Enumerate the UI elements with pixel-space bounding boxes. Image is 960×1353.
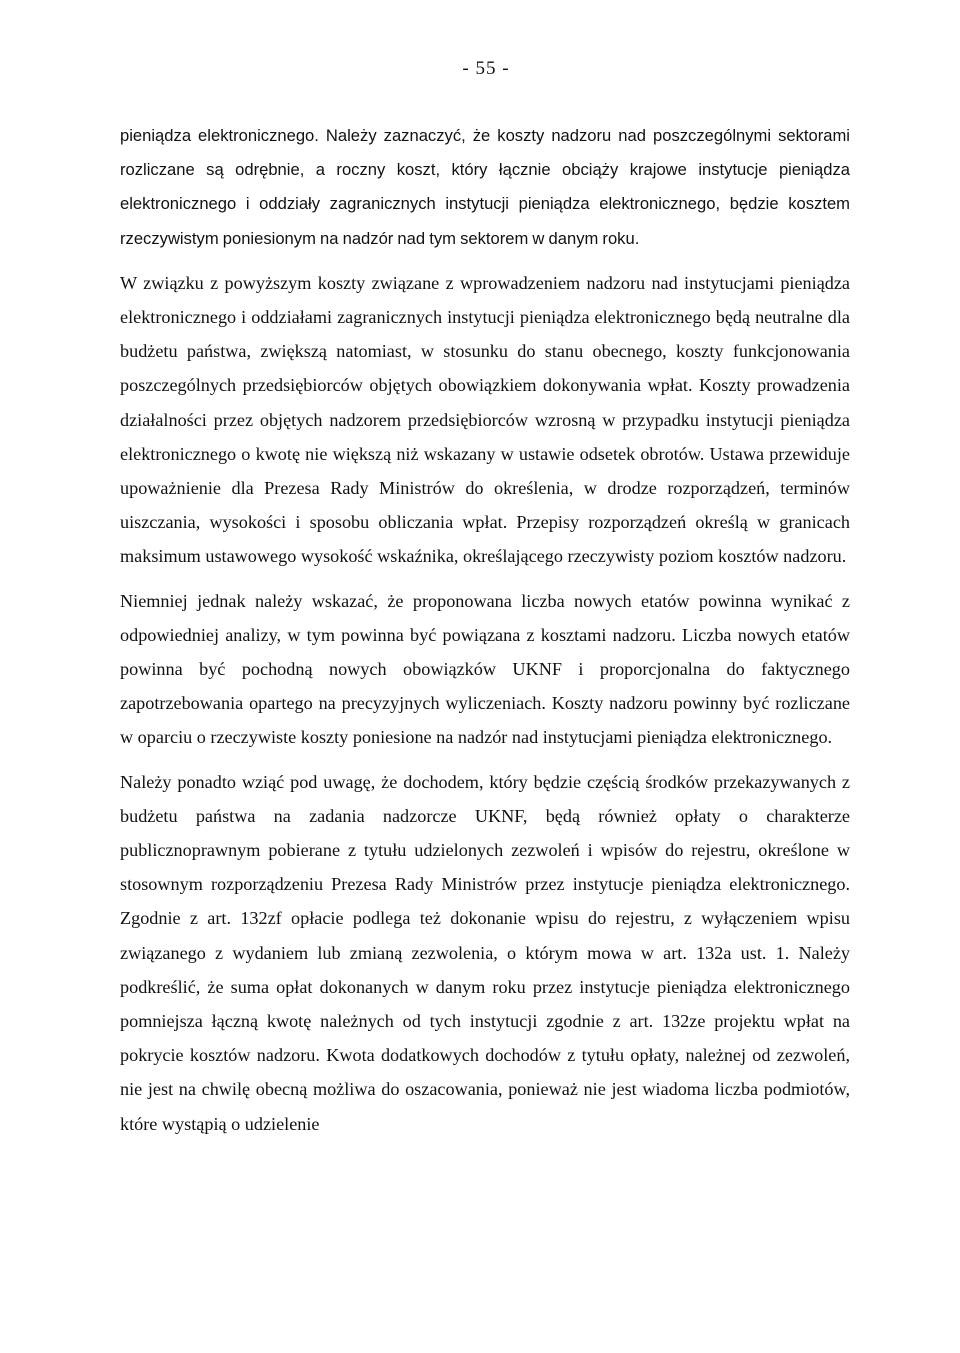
- paragraph-supervision-costs: W związku z powyższym koszty związane z wprowadzeniem nadzoru nad instytucjami pieniądza elektronicznego i oddziałami zagranicznych instytucji pieniądza elektronicznego będą neutralne dla budżetu państwa, zwiększą natomiast, w stosunku do stanu obecnego, koszty funkcjonowania poszczególnych przedsiębiorców objętych obowiązkiem dokonywania wpłat. Koszty prowadzenia działalności przez objętych nadzorem przedsiębiorców wzrosną w przypadku instytucji pieniądza elektronicznego o kwotę nie większą niż wskazany w ustawie odsetek obrotów. Ustawa przewiduje upoważnienie dla Prezesa Rady Ministrów do określenia, w drodze rozporządzeń, terminów uiszczania, wysokości i sposobu obliczania wpłat. Przepisy rozporządzeń określą w granicach maksimum ustawowego wysokość wskaźnika, określającego rzeczywisty poziom kosztów nadzoru.: [120, 272, 850, 567]
- page-number: - 55 -: [462, 58, 510, 79]
- document-body: [120, 119, 850, 1141]
- paragraph-fees-income: Należy ponadto wziąć pod uwagę, że dochodem, który będzie częścią środków przekazywanych z budżetu państwa na zadania nadzorcze UKNF, będą również opłaty o charakterze publicznoprawnym pobierane z tytułu udzielonych zezwoleń i wpisów do rejestru, określone w stosownym rozporządzeniu Prezesa Rady Ministrów przez instytucje pieniądza elektronicznego. Zgodnie z art. 132zf opłacie podlega też dokonanie wpisu do rejestru, z wyłączeniem wpisu związanego z wydaniem lub zmianą zezwolenia, o którym mowa w art. 132a ust. 1. Należy podkreślić, że suma opłat dokonanych w danym roku przez instytucje pieniądza elektronicznego pomniejsza łączną kwotę należnych od tych instytucji zgodnie z art. 132ze projektu wpłat na pokrycie kosztów nadzoru. Kwota dodatkowych dochodów z tytułu opłaty, należnej od zezwoleń, nie jest na chwilę obecną możliwa do oszacowania, ponieważ nie jest wiadoma liczba podmiotów, które wystąpią o udzielenie: [120, 771, 850, 1134]
- paragraph-continuation: pieniądza elektronicznego. Należy zaznaczyć, że koszty nadzoru nad poszczególnymi sektorami rozliczane są odrębnie, a roczny koszt, który łącznie obciąży krajowe instytucje pieniądza elektronicznego i oddziały zagranicznych instytucji pieniądza elektronicznego, będzie kosztem rzeczywistym poniesionym na nadzór nad tym sektorem w danym roku.: [120, 126, 850, 248]
- paragraph-new-positions: Niemniej jednak należy wskazać, że proponowana liczba nowych etatów powinna wynikać z odpowiedniej analizy, w tym powinna być powiązana z kosztami nadzoru. Liczba nowych etatów powinna być pochodną nowych obowiązków UKNF i proporcjonalna do faktycznego zapotrzebowania opartego na precyzyjnych wyliczeniach. Koszty nadzoru powinny być rozliczane w oparciu o rzeczywiste koszty poniesione na nadzór nad instytucjami pieniądza elektronicznego.: [120, 590, 850, 748]
